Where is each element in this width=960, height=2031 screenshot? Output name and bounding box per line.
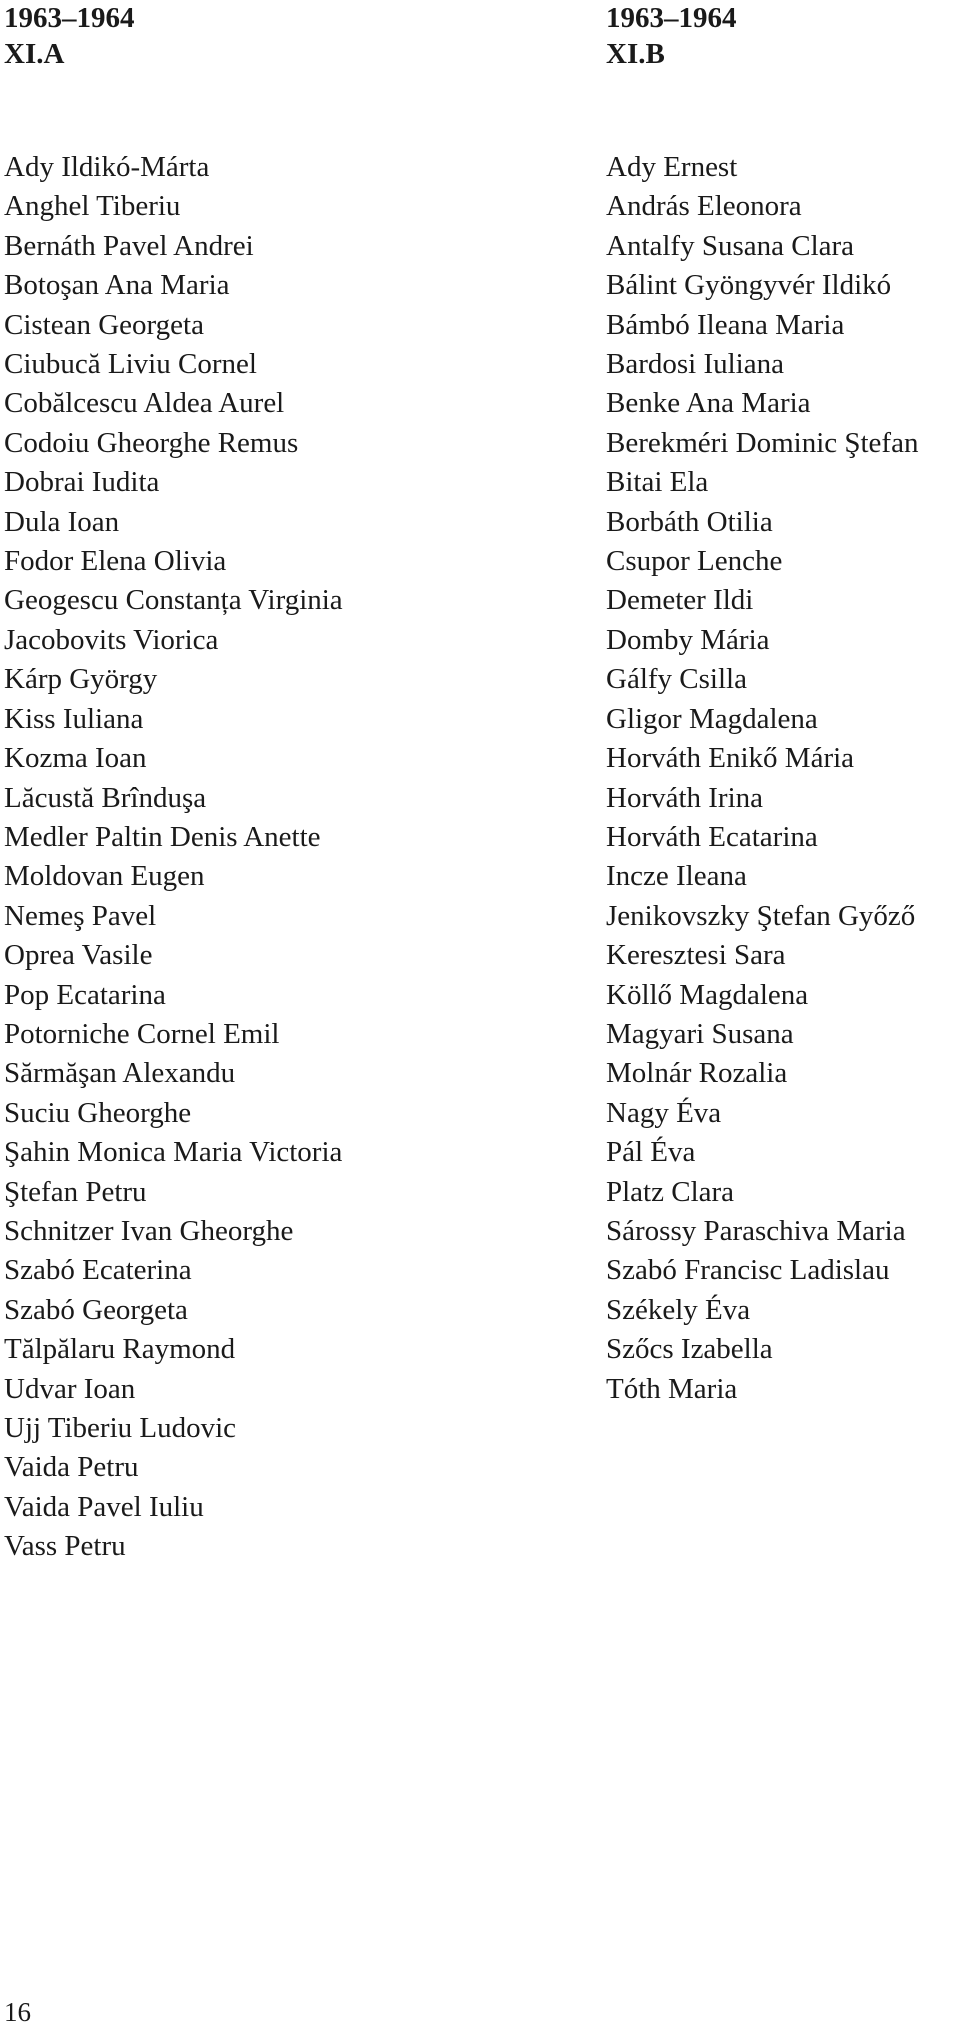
student-name: Ady Ildikó-Márta [4,151,210,183]
page-number: 16 [4,1997,31,2027]
student-name: Udvar Ioan [4,1372,136,1405]
student-name: Jenikovszky Ştefan Győző [606,899,916,932]
student-name: Gligor Magdalena [606,702,818,735]
student-name: Pop Ecatarina [4,978,166,1011]
student-name: Tălpălaru Raymond [4,1333,236,1366]
student-name: Kiss Iuliana [4,702,144,735]
class-a-years: 1963–1964 [4,2,135,34]
student-name: Ujj Tiberiu Ludovic [4,1412,237,1444]
student-name: Suciu Gheorghe [4,1096,192,1129]
student-name: Dula Ioan [4,505,120,538]
class-b-heading [606,0,918,72]
student-name: Bardosi Iuliana [606,348,784,381]
student-name: Fodor Elena Olivia [4,545,227,578]
student-name: Kárp György [4,663,158,696]
student-name: Köllő Magdalena [606,978,809,1011]
student-name: Szabó Ecaterina [4,1254,192,1287]
student-name: Vaida Petru [4,1451,139,1484]
student-name: Bámbó Ileana Maria [606,308,845,341]
class-b-column [606,0,918,1409]
student-name: András Eleonora [606,190,802,223]
student-name: Potorniche Cornel Emil [4,1017,280,1050]
student-name: Kozma Ioan [4,742,147,775]
student-name: Szabó Francisc Ladislau [606,1254,890,1287]
student-name: Vass Petru [4,1530,126,1563]
class-b-name: XI.B [606,38,665,70]
student-name: Vaida Pavel Iuliu [4,1490,204,1523]
student-name: Szabó Georgeta [4,1293,188,1326]
student-name: Medler Paltin Denis Anette [4,820,321,853]
student-name: Ştefan Petru [4,1175,147,1208]
student-name: Sárossy Paraschiva Maria [606,1214,906,1247]
student-name: Szőcs Izabella [606,1333,773,1366]
student-name: Horváth Irina [606,781,764,814]
student-name: Moldovan Eugen [4,860,205,893]
student-name: Domby Mária [606,623,770,656]
student-name: Nemeş Pavel [4,899,157,932]
student-name: Platz Clara [606,1175,735,1208]
student-name: Magyari Susana [606,1017,794,1050]
class-b-years: 1963–1964 [606,2,737,34]
student-name: Csupor Lenche [606,545,783,578]
student-name: Cistean Georgeta [4,308,204,341]
student-name: Geogescu Constanța Virginia [4,584,343,617]
student-name: Schnitzer Ivan Gheorghe [4,1214,294,1247]
student-name: Borbáth Otilia [606,505,773,538]
class-a-column [4,0,343,1567]
student-name: Benke Ana Maria [606,387,811,420]
student-name: Şahin Monica Maria Victoria [4,1136,343,1169]
student-name: Codoiu Gheorghe Remus [4,426,299,459]
student-name: Jacobovits Viorica [4,623,219,656]
student-name: Molnár Rozalia [606,1057,788,1090]
student-name: Pál Éva [606,1136,696,1169]
student-name: Gálfy Csilla [606,663,747,696]
student-name: Dobrai Iudita [4,466,160,499]
student-name: Botoşan Ana Maria [4,269,230,302]
student-name: Horváth Ecatarina [606,820,818,853]
student-name: Oprea Vasile [4,939,153,972]
student-name: Antalfy Susana Clara [606,229,855,262]
student-name: Demeter Ildi [606,584,754,617]
class-a-student-list [4,148,343,1567]
class-a-heading [4,0,343,72]
student-name: Sărmăşan Alexandu [4,1057,236,1090]
student-name: Cobălcescu Aldea Aurel [4,387,285,420]
student-name: Anghel Tiberiu [4,190,181,223]
student-name: Bálint Gyöngyvér Ildikó [606,269,892,302]
student-name: Ciubucă Liviu Cornel [4,348,257,381]
student-name: Keresztesi Sara [606,939,786,972]
student-name: Tóth Maria [606,1372,738,1405]
student-name: Berekméri Dominic Ştefan [606,426,919,459]
student-name: Lăcustă Brînduşa [4,781,207,814]
student-name: Székely Éva [606,1293,751,1326]
student-name: Ady Ernest [606,151,738,183]
student-name: Bitai Ela [606,466,709,499]
student-name: Incze Ileana [606,860,747,893]
class-b-student-list [606,148,918,1409]
class-a-name: XI.A [4,38,65,70]
student-name: Nagy Éva [606,1096,722,1129]
student-name: Bernáth Pavel Andrei [4,229,254,262]
student-name: Horváth Enikő Mária [606,742,855,775]
